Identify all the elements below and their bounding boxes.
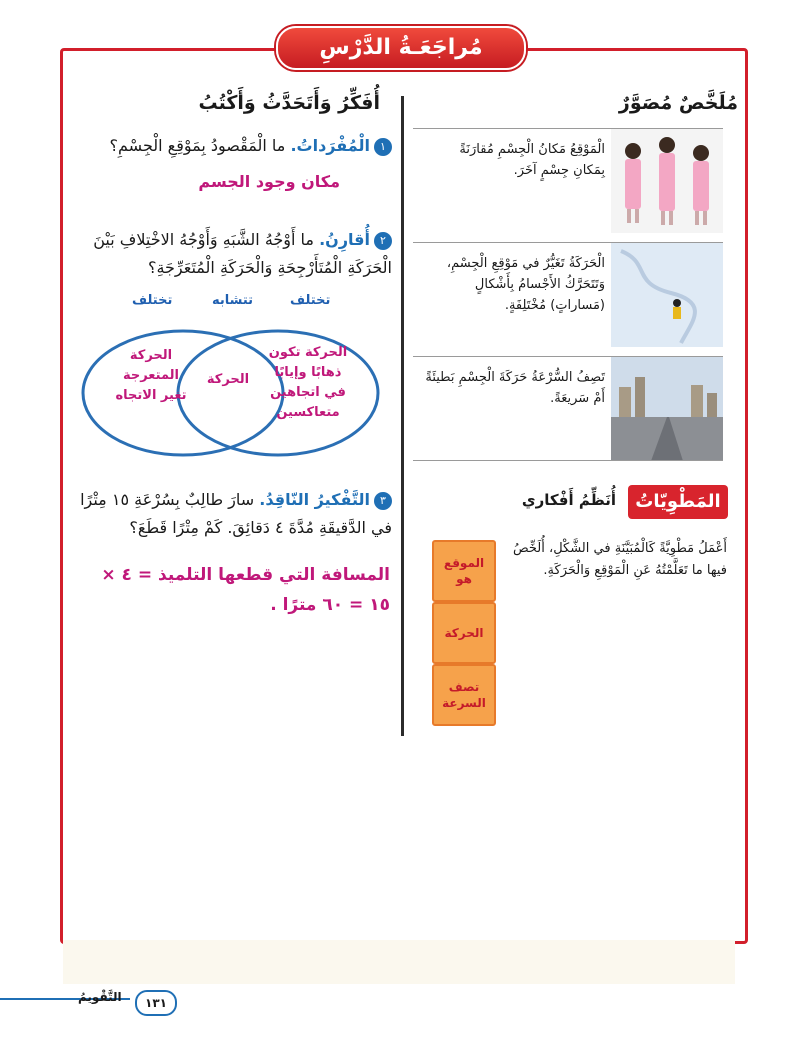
venn-left-line: الحركة xyxy=(129,348,173,363)
question-number: ٣ xyxy=(374,492,392,510)
summary-text: تَصِفُ السُّرْعَةُ حَرَكَةَ الْجِسْمِ بَطيئَةً أَمْ سَريعَةً. xyxy=(425,370,605,406)
venn-label-right: تختلف xyxy=(290,293,331,308)
venn-right-line: الحركة تكون xyxy=(268,345,348,360)
foldable-card-motion: الحركة xyxy=(432,602,496,664)
question-1 xyxy=(76,132,392,160)
answer-3-line: المسافة التي قطعها التلميذ = ٤ × xyxy=(101,565,390,585)
venn-right-line: ذهابًا وإيابًا xyxy=(274,365,342,380)
question-2 xyxy=(76,226,392,282)
page-footer xyxy=(0,990,180,1020)
skier-photo xyxy=(611,243,723,347)
foldables-badge: المَطْوِيّاتُ xyxy=(628,485,728,519)
answer-3 xyxy=(80,560,390,620)
footer-section: التَّقْويمُ xyxy=(78,990,122,1004)
question-text: سارَ طالِبٌ بِسُرْعَةِ ١٥ مِتْرًا في الدَّقيقَةِ مُدَّةَ ٤ دَقائِقَ. كَمْ مِتْرًا قَطَعَ؟ xyxy=(80,490,392,537)
question-text: ما الْمَقْصودُ بِمَوْقِعِ الْجِسْمِ؟ xyxy=(109,136,286,155)
summary-row-motion xyxy=(413,242,723,347)
road-photo xyxy=(611,357,723,461)
venn-left-text xyxy=(96,346,206,406)
foldable-card-position: الموقع هو xyxy=(432,540,496,602)
question-3 xyxy=(76,486,392,542)
venn-label-left: تختلف xyxy=(132,293,173,308)
venn-right-line: في اتجاهين xyxy=(270,385,346,400)
summary-title: مُلَخَّصٌ مُصَوَّرٌ xyxy=(618,92,738,114)
foldables-subtitle: أُنَظِّمُ أَفْكاري xyxy=(521,491,616,509)
answer-3-line: ١٥ = ٦٠ مترًا . xyxy=(270,595,390,615)
foldables-header xyxy=(498,485,728,521)
venn-right-text xyxy=(248,343,368,423)
foldables-text: أَعْمَلُ مَطْوِيَّةً كَالْمُبَيَّنَةِ في الشَّكْلِ، أُلَخِّصُ فيها ما تَعَلَّمْتُهُ عَنِ الْمَوْقِعِ وَالْحَرَكَةِ. xyxy=(512,541,727,578)
question-number: ٢ xyxy=(374,232,392,250)
bottom-strip xyxy=(63,940,735,984)
venn-right-line: متعاكسين xyxy=(276,405,340,420)
question-label: الْمُفْرَداتُ. xyxy=(290,136,370,155)
venn-left-line: تغير الاتجاه xyxy=(115,388,187,403)
question-number: ١ xyxy=(374,138,392,156)
foldable-card-speed: تصف السرعة xyxy=(432,664,496,726)
summary-row-position xyxy=(413,128,723,233)
answer-1: مكان وجود الجسم xyxy=(198,172,340,191)
column-divider xyxy=(401,96,404,736)
lesson-review-tab: مُراجَعَـةُ الدَّرْسِ xyxy=(276,26,526,70)
question-label: أُقارِنُ. xyxy=(319,230,370,249)
summary-text: الْحَرَكَةُ تَغَيُّرٌ في مَوْقِعِ الْجِسْمِ، وَتَتَحَرَّكُ الأَجْسامُ بِأَشْكالٍ (مَساراتٍ) مُخْتَلِفَةٍ. xyxy=(446,256,605,313)
venn-label-center: تتشابه xyxy=(212,293,254,308)
summary-bottom-rule xyxy=(413,460,723,461)
venn-center-text: الحركة xyxy=(206,372,250,387)
girls-photo xyxy=(611,129,723,233)
question-text: ما أَوْجُهُ الشَّبَهِ وَأَوْجُهُ الاخْتِلافِ بَيْنَ الْحَرَكَةِ الْمُتَأَرْجِحَةِ وَالْحَرَكَةِ الْمُتَعَرِّجَةِ؟ xyxy=(93,230,392,277)
summary-text: الْمَوْقِعُ مَكانُ الْجِسْمِ مُقارَنَةً بِمَكانِ جِسْمٍ آخَرَ. xyxy=(459,142,605,178)
question-label: التَّفْكيرُ النّاقِدُ. xyxy=(259,490,370,509)
page-number: ١٣١ xyxy=(135,990,177,1016)
venn-left-line: المتعرجة xyxy=(122,368,180,383)
summary-row-speed xyxy=(413,356,723,461)
questions-title: أُفَكِّرُ وَأَتَحَدَّثُ وَأَكْتُبُ xyxy=(198,92,380,114)
